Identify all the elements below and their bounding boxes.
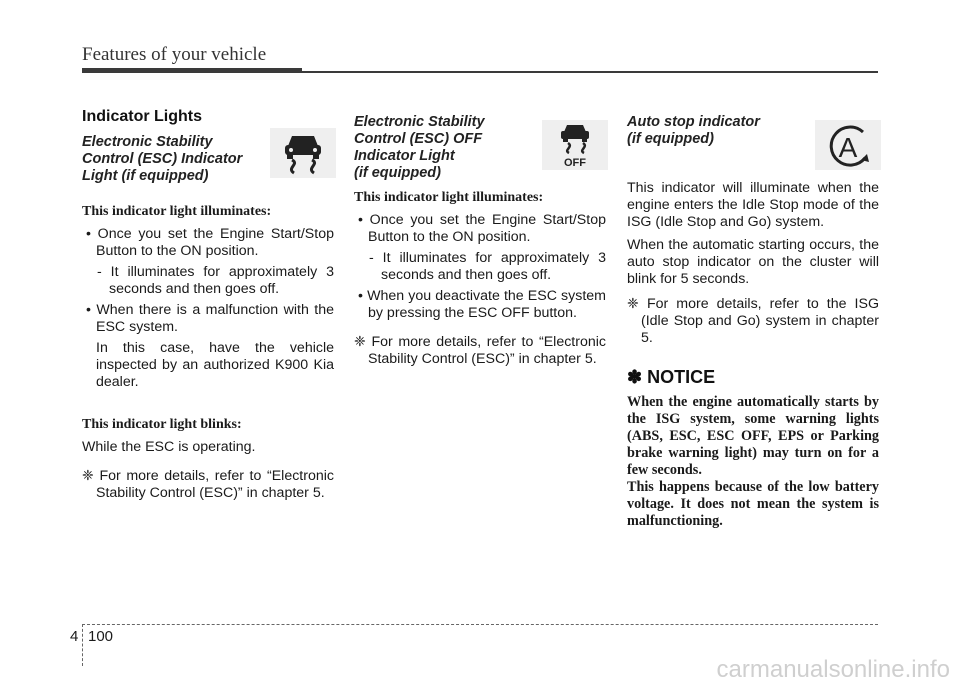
notice-title: ✽ NOTICE bbox=[627, 367, 716, 387]
esc-off-car-icon bbox=[542, 120, 608, 170]
bullet-item: • When you deactivate the ESC system by pressing the ESC OFF button. bbox=[358, 288, 606, 321]
header-rule-thin bbox=[300, 71, 878, 73]
esc-indicator-subtitle bbox=[82, 134, 250, 185]
auto-stop-a-icon bbox=[815, 120, 881, 170]
column-esc-off-indicator bbox=[354, 108, 606, 368]
subtitle-line: (if equipped) bbox=[627, 131, 714, 147]
reference-note: ❈ For more details, refer to “Electronic Stability Control (ESC)” in chapter 5. bbox=[354, 334, 606, 367]
auto-stop-paragraph: This indicator will illuminate when the engine enters the Idle Stop mode of the ISG (Idle Stop and Go) system. bbox=[627, 180, 879, 230]
subtitle-line: (if equipped) bbox=[354, 165, 441, 181]
reference-note: ❈ For more details, refer to “Electronic Stability Control (ESC)” in chapter 5. bbox=[82, 468, 334, 501]
auto-stop-icon-text: A bbox=[838, 132, 858, 163]
footer-divider bbox=[82, 624, 83, 666]
dash-item: - It illuminates for approximately 3 seconds and then goes off. bbox=[97, 264, 334, 297]
bullet-item: • Once you set the Engine Start/Stop Button to the ON position. bbox=[86, 226, 334, 259]
chapter-number: 4 bbox=[70, 628, 79, 645]
illuminates-label: This indicator light illuminates: bbox=[354, 190, 544, 205]
watermark: carmanualsonline.info bbox=[716, 656, 950, 683]
auto-stop-subtitle bbox=[627, 114, 795, 148]
header-title: Features of your vehicle bbox=[82, 44, 267, 65]
notice-paragraph: When the engine automatically starts by the ISG system, some warning lights (ABS, ESC, ESC OFF, EPS or Parking brake warning light) may turn on for a few seconds. bbox=[627, 394, 879, 478]
blinks-label: This indicator light blinks: bbox=[82, 417, 242, 432]
subtitle-line: Control (ESC) OFF bbox=[354, 131, 483, 147]
notice-paragraph: This happens because of the low battery voltage. It does not mean the system is malfunctioning. bbox=[627, 479, 879, 529]
page-number: 100 bbox=[88, 628, 114, 645]
footer-rule bbox=[82, 624, 878, 625]
dash-item: - It illuminates for approximately 3 seconds and then goes off. bbox=[369, 250, 606, 283]
esc-skid-car-icon bbox=[270, 128, 336, 178]
esc-off-subtitle bbox=[354, 114, 522, 182]
bullet-item: • Once you set the Engine Start/Stop Button to the ON position. bbox=[358, 212, 606, 245]
section-title: Indicator Lights bbox=[82, 108, 202, 125]
subtitle-line: Auto stop indicator bbox=[627, 114, 760, 130]
reference-note: ❈ For more details, refer to the ISG (Idle Stop and Go) system in chapter 5. bbox=[627, 296, 879, 346]
subtitle-line: Light (if equipped) bbox=[82, 168, 209, 184]
illuminates-label: This indicator light illuminates: bbox=[82, 204, 272, 219]
case-paragraph: In this case, have the vehicle inspected by an authorized K900 Kia dealer. bbox=[96, 340, 334, 390]
esc-off-heading-row bbox=[354, 114, 606, 188]
bullet-item: • When there is a malfunction with the ESC system. bbox=[86, 302, 334, 335]
subtitle-line: Electronic Stability bbox=[354, 114, 485, 130]
column-auto-stop-indicator bbox=[627, 108, 879, 530]
header-rule-thick bbox=[82, 68, 302, 73]
blinks-text: While the ESC is operating. bbox=[82, 439, 256, 455]
esc-off-icon-text: OFF bbox=[564, 157, 586, 169]
auto-stop-paragraph: When the automatic starting occurs, the auto stop indicator on the cluster will blink for 5 seconds. bbox=[627, 237, 879, 287]
column-esc-indicator bbox=[82, 108, 334, 502]
subtitle-line: Electronic Stability bbox=[82, 134, 213, 150]
subtitle-line: Control (ESC) Indicator bbox=[82, 151, 243, 167]
auto-stop-heading-row bbox=[627, 114, 879, 176]
esc-indicator-heading-row bbox=[82, 134, 334, 194]
subtitle-line: Indicator Light bbox=[354, 148, 455, 164]
